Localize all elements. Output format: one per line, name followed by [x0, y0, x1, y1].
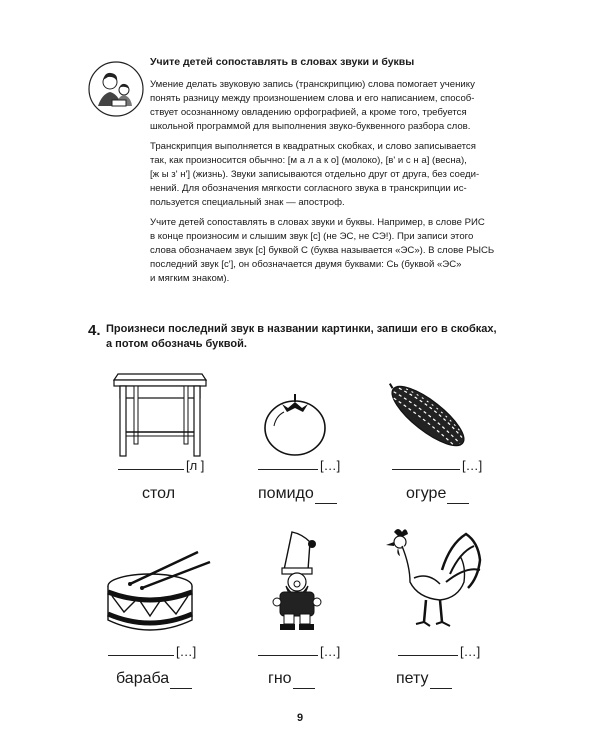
word-3: огуре	[406, 485, 469, 504]
answer-2: […]	[258, 458, 340, 473]
answer-6: […]	[398, 644, 480, 659]
tip-title: Учите детей сопоставлять в словах звуки и буквы	[150, 56, 415, 68]
answer-line[interactable]	[258, 654, 318, 656]
tip-paragraph-3: Учите детей сопоставлять в словах звуки и буквы. Например, в слове РИС в конце произносим и слышим звук [с] (не ЭС, не СЭ!). При записи этого слова обозначаем звук [с] буквой С (буква называется «ЭС»). В слове РЫСЬ последний звук [с'], он обозначается двумя буквами: Сь (буквой «ЭС» и мягким знаком).	[150, 217, 495, 284]
answer-line[interactable]	[258, 468, 318, 470]
cucumber-picture	[382, 378, 474, 459]
answer-3: […]	[392, 458, 482, 473]
letter-blank[interactable]	[293, 670, 315, 689]
task-instruction: Произнеси последний звук в названии картинки, запиши его в скобках, а потом обозначь буквой.	[106, 323, 497, 350]
letter-blank[interactable]	[430, 670, 452, 689]
rooster-picture	[380, 526, 486, 639]
tip-paragraph-1: Умение делать звуковую запись (транскрипцию) слова помогает ученику понять разницу между произношением слова и его написанием, способ- ствует осознанному овладению орфографией, а кроме того, требуется школьной программой для выполнения звуко-буквенного разбора слов.	[150, 79, 475, 132]
answer-line[interactable]	[108, 654, 174, 656]
gnome-picture	[262, 528, 332, 637]
parent-child-illustration	[88, 58, 144, 120]
answer-5: […]	[258, 644, 340, 659]
task-number: 4.	[88, 322, 101, 339]
letter-blank[interactable]	[315, 485, 337, 504]
answer-1: [л ]	[118, 458, 204, 473]
answer-4: […]	[108, 644, 196, 659]
word-5: гно	[268, 670, 315, 689]
tomato-picture	[262, 388, 328, 463]
letter-blank[interactable]	[447, 485, 469, 504]
answer-line[interactable]	[392, 468, 460, 470]
answer-line[interactable]	[118, 468, 184, 470]
word-2: помидо	[258, 485, 337, 504]
page-number: 9	[296, 712, 304, 724]
answer-line[interactable]	[398, 654, 458, 656]
word-1: стол	[142, 485, 176, 502]
letter-blank[interactable]	[170, 670, 192, 689]
word-4: бараба	[116, 670, 192, 689]
table-picture	[110, 372, 210, 463]
word-6: пету	[396, 670, 452, 689]
tip-paragraph-2: Транскрипция выполняется в квадратных скобках, и слово записывается так, как произносится обычно: [м а л а к о] (молоко), [в' и с н а] (весна), [ж ы з' н'] (жизнь). Звуки записываются отдельно друг от друга, без соеди- нений. Для обозначения мягкости согласного звука в транскрипции ис- пользуется специальный знак — апостроф.	[150, 141, 480, 208]
drum-picture	[102, 548, 214, 643]
